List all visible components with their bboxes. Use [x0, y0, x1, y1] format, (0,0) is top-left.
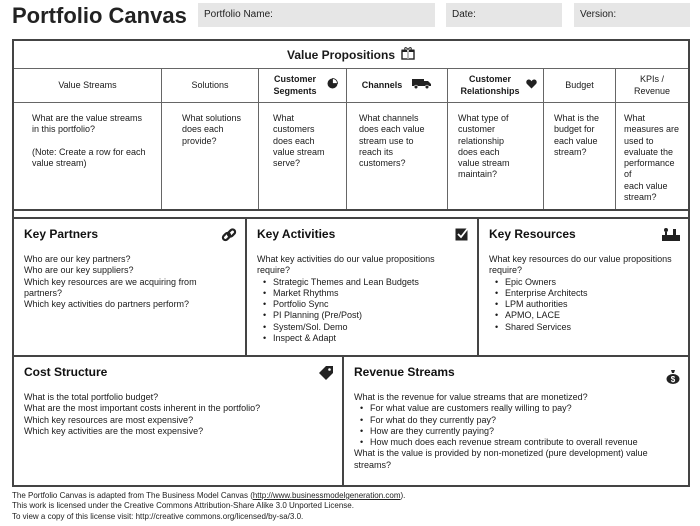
- key-resources-title: Key Resources: [489, 227, 576, 241]
- cost-structure-box: Cost Structure What is the total portfolio budget? What are the most important costs inherent in the portfolio? Which key resources are most expensive? Which key activities are the most expensive?: [14, 357, 344, 485]
- revenue-streams-box: Revenue Streams $ What is the revenue for value streams that are monetized? • For what value are customers really willing to pay? • For what do they currently pay? • How are they currently paying? • How much does each revenue stream contribute to overall revenue What is the value is provided by non-monetized (pure development) value streams?: [344, 357, 688, 485]
- key-partners-title: Key Partners: [24, 227, 99, 241]
- key-resources-list: • Epic Owners • Enterprise Architects • LPM authorities • APMO, LACE • Shared Services: [489, 277, 678, 333]
- col-head-budget: Budget: [544, 69, 616, 103]
- col-head-customer-segments: Customer Segments: [259, 69, 347, 103]
- license-footer: The Portfolio Canvas is adapted from The Business Model Canvas (http://www.businessmodelgeneration.com). This work is licensed under the Creative Commons Attribution-Share Alike 3.0 Unported License. To view a copy of this license visit: http://creative commons.org/licensed/by-sa/3.0.: [12, 491, 406, 521]
- link-icon: [221, 227, 237, 246]
- date-label: Date:: [452, 9, 476, 20]
- col-body-budget: What is the budget for each value stream?: [544, 103, 616, 209]
- section-divider: [14, 209, 688, 219]
- col-body-value-streams: What are the value streams in this portfolio? (Note: Create a row for each value stream): [14, 103, 162, 209]
- portfolio-name-field[interactable]: [198, 3, 435, 27]
- key-activities-title: Key Activities: [257, 227, 336, 241]
- version-field[interactable]: [574, 3, 690, 27]
- col-head-channels: Channels: [347, 69, 448, 103]
- key-activities-list: • Strategic Themes and Lean Budgets • Market Rhythms • Portfolio Sync • PI Planning (Pre/Post) • System/Sol. Demo • Inspect & Adapt: [257, 277, 467, 345]
- version-label: Version:: [580, 9, 617, 20]
- revenue-streams-list: • For what value are customers really willing to pay? • For what do they currently pay? • How are they currently paying? • How much does each revenue stream contribute to overall revenue: [354, 403, 678, 448]
- date-field[interactable]: [446, 3, 562, 27]
- factory-worker-icon: [662, 227, 680, 244]
- pie-chart-icon: [327, 78, 338, 92]
- truck-icon: [412, 78, 432, 92]
- page-title: Portfolio Canvas: [12, 3, 187, 28]
- gift-icon: [401, 46, 415, 63]
- license-line: This work is licensed under the Creative Commons Attribution-Share Alike 3.0 Unported License.: [12, 501, 354, 511]
- checkbox-icon: [455, 227, 469, 244]
- revenue-streams-title: Revenue Streams: [354, 365, 455, 379]
- col-head-customer-relationships: Customer Relationships: [448, 69, 544, 103]
- key-activities-box: Key Activities What key activities do our value propositions require? • Strategic Themes and Lean Budgets • Market Rhythms • Portfolio Sync • PI Planning (Pre/Post) • System/Sol. Demo • Inspect & Adapt: [247, 219, 479, 357]
- key-partners-box: Key Partners Who are our key partners? Who are our key suppliers? Which key resources are we acquiring from partners? Which key activities do partners perform?: [14, 219, 247, 357]
- cost-structure-title: Cost Structure: [24, 365, 108, 379]
- col-head-value-streams: Value Streams: [14, 69, 162, 103]
- value-propositions-header: [14, 41, 688, 69]
- business-model-link[interactable]: http://www.businessmodelgeneration.com: [252, 491, 401, 500]
- license-url-line: To view a copy of this license visit: http://creative commons.org/licensed/by-sa/3.0.: [12, 511, 304, 521]
- heart-icon: [526, 79, 537, 92]
- money-bag-icon: [666, 369, 680, 387]
- col-body-customer-relationships: What type of customer relationship does each value stream maintain?: [448, 103, 544, 209]
- col-body-solutions: What solutions does each provide?: [162, 103, 259, 209]
- col-head-kpis-revenue: KPIs / Revenue: [616, 69, 688, 103]
- col-body-channels: What channels does each value stream use to reach its customers?: [347, 103, 448, 209]
- key-resources-box: Key Resources What key resources do our value propositions require? • Epic Owners • Enterprise Architects • LPM authorities • APMO, LACE • Shared Services: [479, 219, 688, 357]
- portfolio-canvas: [12, 39, 690, 487]
- col-body-customer-segments: What customers does each value stream serve?: [259, 103, 347, 209]
- portfolio-name-label: Portfolio Name:: [204, 9, 273, 20]
- value-propositions-title: Value Propositions: [286, 47, 396, 62]
- col-body-kpis-revenue: What measures are used to evaluate the performance of each value stream?: [624, 113, 680, 202]
- svg-text:$: $: [670, 375, 676, 384]
- price-tag-icon: [318, 365, 334, 384]
- col-head-solutions: Solutions: [162, 69, 259, 103]
